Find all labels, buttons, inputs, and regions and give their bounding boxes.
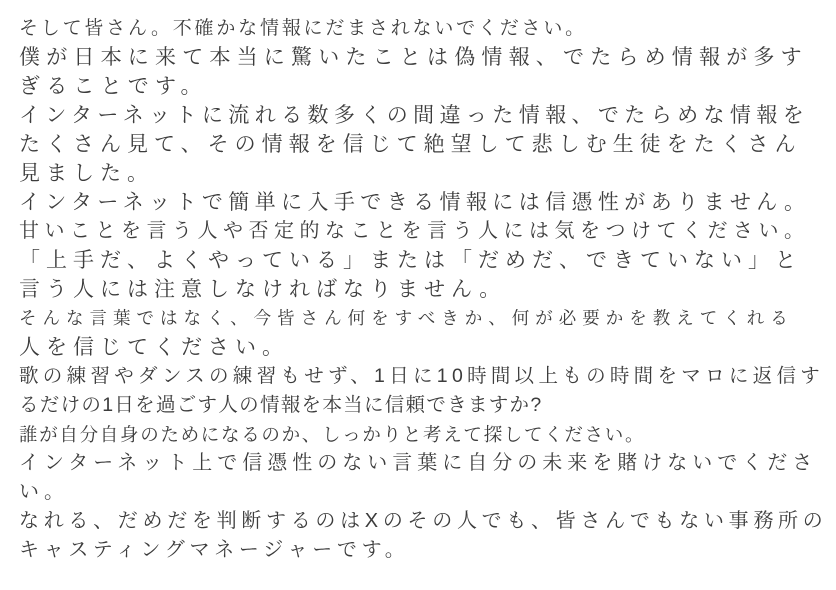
text-line: るだけの1日を過ごす人の情報を本当に信頼できますか? [19,394,543,416]
text-line: インターネットに流れる数多くの間違った情報、でたらめな情報を [19,104,810,127]
text-line: 言う人には注意しなければなりません。 [19,278,507,301]
text-line: 見ました。 [19,162,154,185]
text-block [19,14,828,565]
text-line: ぎることです。 [19,75,208,98]
text-line: インターネットで簡単に入手できる情報には信憑性がありません。 [19,191,811,214]
text-line: い。 [19,481,69,503]
text-line: キャスティングマネージャーです。 [19,539,410,561]
text-line: 甘いことを言う人や否定的なことを言う人には気をつけてください。 [19,220,810,242]
text-line: インターネット上で信憑性のない言葉に自分の未来を賭けないでくださ [19,452,818,474]
text-line: 人を信じてください。 [19,336,289,359]
text-line: たくさん見て、その情報を信じて絶望して悲しむ生徒をたくさん [19,133,802,156]
text-line: なれる、だめだを判断するのはXのその人でも、皆さんでもない事務所の [19,510,828,532]
text-line: 誰が自分自身のためになるのか、しっかりと考えて探してください。 [19,424,646,445]
text-line: 僕が日本に来て本当に驚いたことは偽情報、でたらめ情報が多す [19,46,808,69]
text-line: そんな言葉ではなく、今皆さん何をすべきか、何が必要かを教えてくれる [19,308,794,328]
text-line: 「上手だ、よくやっている」または「だめだ、できていない」と [19,249,802,272]
text-line: 歌の練習やダンスの練習もせず、1日に10時間以上もの時間をマロに返信す [19,365,825,387]
text-line: そして皆さん。不確かな情報にだまされないでください。 [19,18,587,39]
